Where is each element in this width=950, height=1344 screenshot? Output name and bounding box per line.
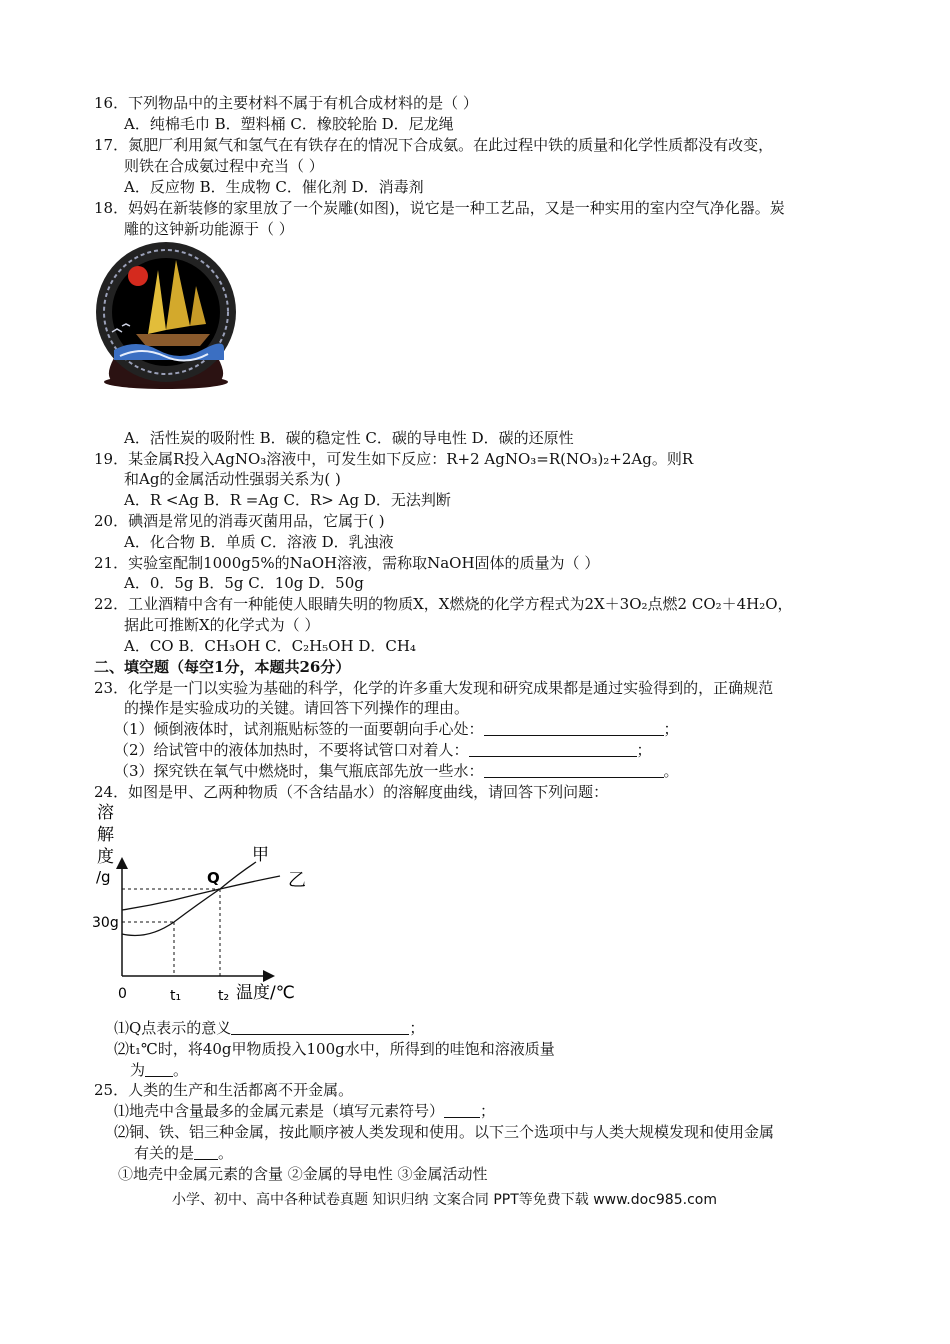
q23-part1 bbox=[114, 719, 679, 739]
q17-options: A．反应物 B．生成物 C．催化剂 D．消毒剂 bbox=[124, 178, 424, 196]
q22-options: A．CO B．CH₃OH C．C₂H₅OH D．CH₄ bbox=[124, 637, 416, 655]
q23-part3-text: （3）探究铁在氧气中燃烧时，集气瓶底部先放一些水： bbox=[114, 762, 484, 780]
curve-jia bbox=[122, 862, 256, 936]
q21-stem: 21．实验室配制1000g5%的NaOH溶液，需称取NaOH固体的质量为（ ） bbox=[94, 554, 600, 572]
q25-part2-cont bbox=[134, 1143, 233, 1163]
q25-part1 bbox=[114, 1101, 495, 1121]
q18-stem: 18．妈妈在新装修的家里放了一个炭雕(如图)，说它是一种工艺品，又是一种实用的室内空气净化器。炭 bbox=[94, 199, 785, 217]
q17-stem-cont: 则铁在合成氨过程中充当（ ） bbox=[124, 157, 324, 175]
x-axis-label: 温度/℃ bbox=[236, 983, 295, 1003]
q25-part1-blank[interactable] bbox=[444, 1102, 480, 1118]
q24-part2-end: 。 bbox=[173, 1061, 189, 1079]
q25-options: ①地壳中金属元素的含量 ②金属的导电性 ③金属活动性 bbox=[118, 1165, 488, 1183]
q19-stem: 19．某金属R投入AgNO₃溶液中，可发生如下反应：R+2 AgNO₃=R(NO₃)₂+2Ag。则R bbox=[94, 450, 694, 468]
q18-options: A．活性炭的吸附性 B．碳的稳定性 C．碳的导电性 D．碳的还原性 bbox=[124, 429, 574, 447]
q24-stem: 24．如图是甲、乙两种物质（不含结晶水）的溶解度曲线，请回答下列问题： bbox=[94, 783, 609, 801]
q23-part1-text: （1）倾倒液体时，试剂瓶贴标签的一面要朝向手心处： bbox=[114, 720, 484, 738]
q23-part2-end: ； bbox=[636, 741, 652, 759]
q23-part2 bbox=[114, 740, 652, 760]
q24-part1-blank[interactable] bbox=[231, 1019, 409, 1035]
q25-part1-text: ⑴地壳中含量最多的金属元素是（填写元素符号） bbox=[114, 1102, 445, 1120]
q24-part2-cont bbox=[130, 1060, 188, 1080]
q22-stem-cont: 据此可推断X的化学式为（ ） bbox=[124, 616, 320, 634]
q20-stem: 20．碘酒是常见的消毒灭菌用品，它属于( ) bbox=[94, 512, 385, 530]
y-axis-label-4: /g bbox=[96, 868, 111, 886]
q23-part3 bbox=[114, 761, 679, 781]
origin-label: 0 bbox=[118, 986, 127, 1002]
q25-part2b-text: 有关的是 bbox=[134, 1144, 195, 1162]
point-q-label: Q bbox=[207, 869, 220, 887]
series-label-jia: 甲 bbox=[252, 845, 269, 865]
q23-stem: 23．化学是一门以实验为基础的科学，化学的许多重大发现和研究成果都是通过实验得到的，正确规范 bbox=[94, 679, 774, 697]
x-tick-t1: t₁ bbox=[170, 988, 182, 1004]
q23-part3-end: 。 bbox=[663, 762, 679, 780]
y-axis-label-3: 度 bbox=[97, 847, 114, 867]
q24-part2b-text: 为 bbox=[130, 1061, 146, 1079]
q25-part1-end: ； bbox=[480, 1102, 496, 1120]
y-axis-label-2: 解 bbox=[97, 825, 114, 845]
y-axis-label-1: 溶 bbox=[97, 803, 114, 823]
q24-part1 bbox=[114, 1018, 424, 1038]
q23-part2-blank[interactable] bbox=[469, 741, 637, 757]
q23-part2-text: （2）给试管中的液体加热时，不要将试管口对着人： bbox=[114, 741, 469, 759]
q25-part2-blank[interactable] bbox=[194, 1144, 218, 1160]
q16-options: A．纯棉毛巾 B．塑料桶 C．橡胶轮胎 D．尼龙绳 bbox=[124, 115, 454, 133]
q24-part2-blank[interactable] bbox=[145, 1061, 173, 1077]
q19-stem-cont: 和Ag的金属活动性强弱关系为( ) bbox=[124, 470, 341, 488]
curve-yi bbox=[122, 876, 280, 910]
q22-stem: 22．工业酒精中含有一种能使人眼睛失明的物质X，X燃烧的化学方程式为2X＋3O₂点燃2 CO₂＋4H₂O， bbox=[94, 595, 793, 613]
carbon-carving-image bbox=[92, 238, 240, 390]
q25-part2: ⑵铜、铁、铝三种金属，按此顺序被人类发现和使用。以下三个选项中与人类大规模发现和使用金属 bbox=[114, 1123, 775, 1141]
q23-part3-blank[interactable] bbox=[484, 762, 664, 778]
q19-options: A．R <Ag B．R =Ag C．R> Ag D．无法判断 bbox=[124, 491, 451, 509]
page-footer: 小学、初中、高中各种试卷真题 知识归纳 文案合同 PPT等免费下载 www.doc985.com bbox=[172, 1192, 717, 1208]
q18-stem-cont: 雕的这钟新功能源于（ ） bbox=[124, 220, 294, 238]
y-tick-30g: 30g bbox=[92, 915, 119, 931]
q21-options: A．0．5g B．5g C．10g D．50g bbox=[124, 574, 364, 592]
solubility-chart bbox=[88, 800, 318, 1012]
section-2-heading: 二、填空题（每空1分，本题共26分） bbox=[94, 658, 351, 676]
q24-part1-end: ； bbox=[409, 1019, 425, 1037]
q20-options: A．化合物 B．单质 C．溶液 D．乳浊液 bbox=[124, 533, 394, 551]
x-tick-t2: t₂ bbox=[218, 988, 230, 1004]
q23-stem-cont: 的操作是实验成功的关键。请回答下列操作的理由。 bbox=[124, 699, 470, 717]
q23-part1-end: ； bbox=[663, 720, 679, 738]
q23-part1-blank[interactable] bbox=[484, 720, 664, 736]
q17-stem: 17．氮肥厂利用氮气和氢气在有铁存在的情况下合成氨。在此过程中铁的质量和化学性质都没有改变， bbox=[94, 136, 774, 154]
q24-part1-text: ⑴Q点表示的意义 bbox=[114, 1019, 232, 1037]
q24-part2: ⑵t₁℃时，将40g甲物质投入100g水中，所得到的哇饱和溶液质量 bbox=[114, 1040, 555, 1058]
series-label-yi: 乙 bbox=[288, 870, 306, 891]
q16-stem: 16．下列物品中的主要材料不属于有机合成材料的是（ ） bbox=[94, 94, 478, 112]
q25-part2-end: 。 bbox=[218, 1144, 234, 1162]
q25-stem: 25．人类的生产和生活都离不开金属。 bbox=[94, 1081, 354, 1099]
